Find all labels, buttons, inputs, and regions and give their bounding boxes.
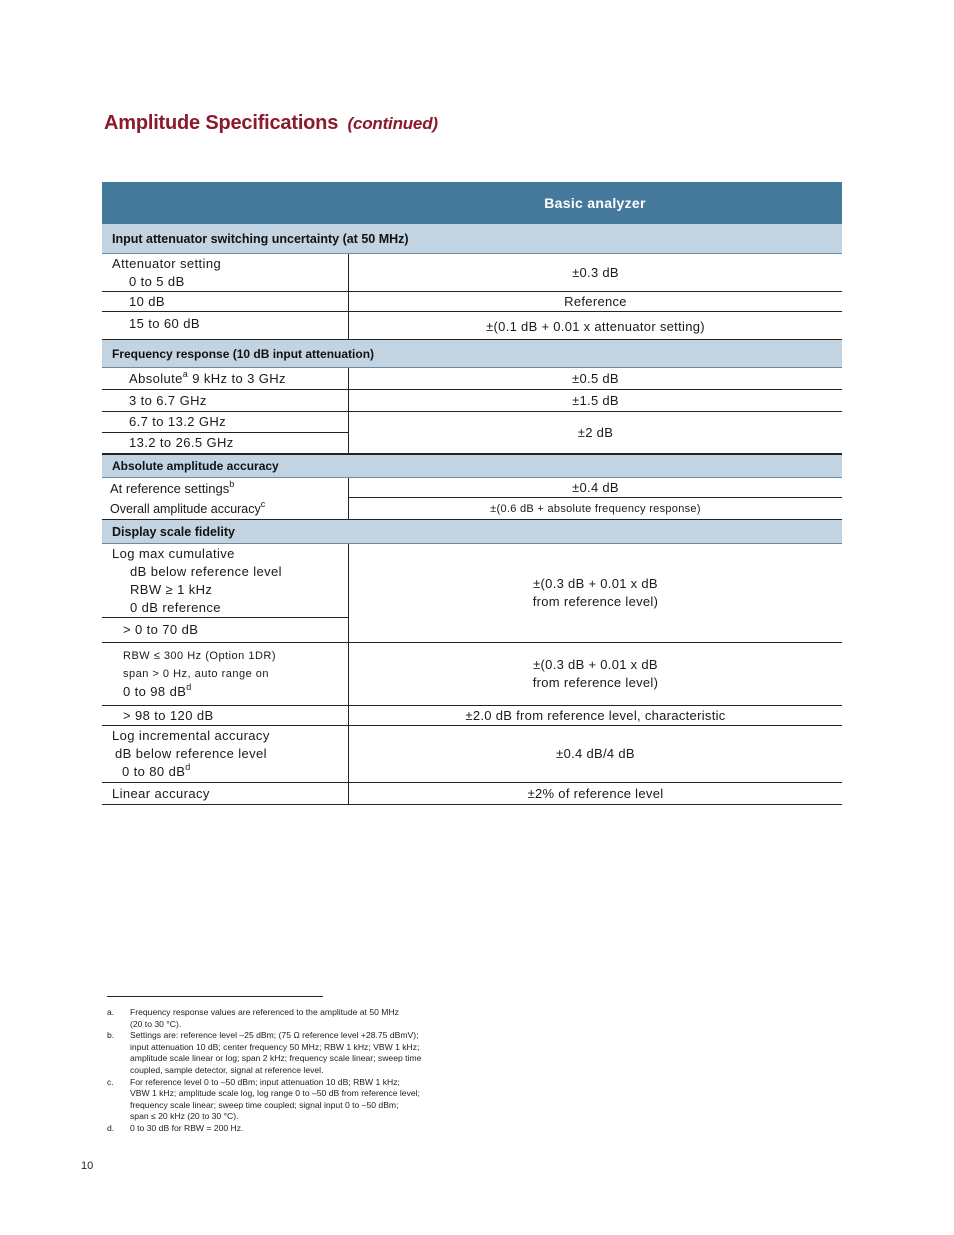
section-title-absolute-accuracy: Absolute amplitude accuracy (102, 454, 842, 478)
row-value: ±(0.6 dB + absolute frequency response) (348, 498, 842, 519)
row-value: Reference (348, 292, 842, 311)
row-label: 3 to 6.7 GHz (129, 392, 207, 408)
table-row (102, 498, 842, 520)
table-row-group (102, 544, 842, 643)
row-sublabel: RBW ≥ 1 kHz (130, 581, 213, 597)
column-header-basic-analyzer: Basic analyzer (544, 195, 646, 211)
row-label: 10 dB (129, 293, 165, 309)
footnote-ref-d: d (186, 682, 192, 692)
spec-table (102, 182, 842, 805)
table-row (102, 254, 842, 292)
table-row (102, 643, 842, 706)
footnote-c: c. For reference level 0 to –50 dBm; input attenuation 10 dB; RBW 1 kHz; VBW 1 kHz; amplitude scale log, log range 0 to –50 dB from reference level; frequency scale linear; sweep time coupled; signal input 0 to –50 dBm; span ≤ 20 kHz (20 to 30 °C). (107, 1076, 420, 1122)
row-label: Attenuator setting (112, 255, 222, 271)
table-row (102, 478, 842, 498)
row-value: ±0.4 dB (348, 478, 842, 498)
row-label: Linear accuracy (112, 785, 210, 801)
table-header (102, 182, 842, 224)
footnote-a: a. Frequency response values are referenced to the amplitude at 50 MHz (20 to 30 °C). (107, 1007, 399, 1029)
row-label: Overall amplitude accuracy (110, 502, 261, 516)
footnote-ref-d: d (185, 762, 191, 772)
page-title (104, 112, 438, 135)
table-row (102, 312, 842, 340)
section-title-attenuator: Input attenuator switching uncertainty (at 50 MHz) (102, 224, 842, 254)
row-value: ±0.5 dB (348, 368, 842, 389)
row-label-rest: 9 kHz to 3 GHz (188, 371, 286, 386)
row-label: At reference settings (110, 481, 230, 496)
row-label: 15 to 60 dB (129, 316, 200, 331)
row-sublabel: span > 0 Hz, auto range on (123, 668, 270, 680)
row-label: > 98 to 120 dB (123, 707, 214, 723)
table-row (102, 368, 842, 390)
table-row-group (102, 412, 842, 454)
row-label: Absolute (129, 371, 183, 386)
row-value: ±(0.1 dB + 0.01 x attenuator setting) (348, 312, 842, 339)
footnote-ref-b: b (229, 479, 235, 489)
footnote-divider (107, 996, 323, 997)
row-value: ±(0.3 dB + 0.01 x dB (533, 576, 658, 591)
row-sublabel: 0 to 5 dB (129, 273, 185, 289)
row-value: ±2% of reference level (348, 783, 842, 804)
footnotes (107, 1007, 487, 1135)
table-row (102, 783, 842, 805)
row-sublabel: dB below reference level (115, 746, 267, 761)
row-label: > 0 to 70 dB (123, 622, 199, 637)
row-value: ±2 dB (348, 412, 842, 453)
row-label: RBW ≤ 300 Hz (Option 1DR) (123, 650, 277, 662)
page-number: 10 (81, 1160, 94, 1172)
footnote-b: b. Settings are: reference level –25 dBm; (75 Ω reference level +28.75 dBmV); input attenuation 10 dB; center frequency 50 MHz; RBW 1 kHz; VBW 1 kHz; amplitude scale linear or log; span 2 kHz; frequency scale linear; sweep time coupled, sample detector, signal at reference level. (107, 1030, 422, 1075)
section-title-frequency-response: Frequency response (10 dB input attenuation) (102, 340, 842, 368)
row-value: from reference level) (532, 675, 659, 690)
row-sublabel: dB below reference level (130, 563, 282, 579)
title-main: Amplitude Specifications (104, 112, 339, 134)
footnote-d: d. 0 to 30 dB for RBW = 200 Hz. (107, 1122, 244, 1133)
title-continued: (continued) (347, 114, 438, 133)
row-value: from reference level) (532, 594, 659, 609)
table-row (102, 726, 842, 783)
row-sublabel: 0 to 98 dB (123, 684, 187, 699)
table-row (102, 390, 842, 412)
row-label: Log max cumulative (112, 545, 235, 561)
row-sublabel: 0 dB reference (130, 599, 221, 615)
footnote-ref-c: c (260, 499, 266, 509)
table-row (102, 706, 842, 726)
footnote-ref-a: a (182, 369, 189, 379)
row-value: ±(0.3 dB + 0.01 x dB (533, 657, 658, 672)
row-value: ±2.0 dB from reference level, characteristic (348, 706, 842, 725)
row-label: 6.7 to 13.2 GHz (102, 412, 348, 433)
table-row (102, 292, 842, 312)
row-sublabel: 0 to 80 dB (122, 764, 186, 779)
section-title-display-fidelity: Display scale fidelity (102, 520, 842, 544)
row-value: ±0.4 dB/4 dB (348, 726, 842, 782)
row-value: ±0.3 dB (348, 254, 842, 291)
row-label: 13.2 to 26.5 GHz (129, 434, 234, 450)
row-label: Log incremental accuracy (112, 728, 270, 743)
row-value: ±1.5 dB (348, 390, 842, 411)
